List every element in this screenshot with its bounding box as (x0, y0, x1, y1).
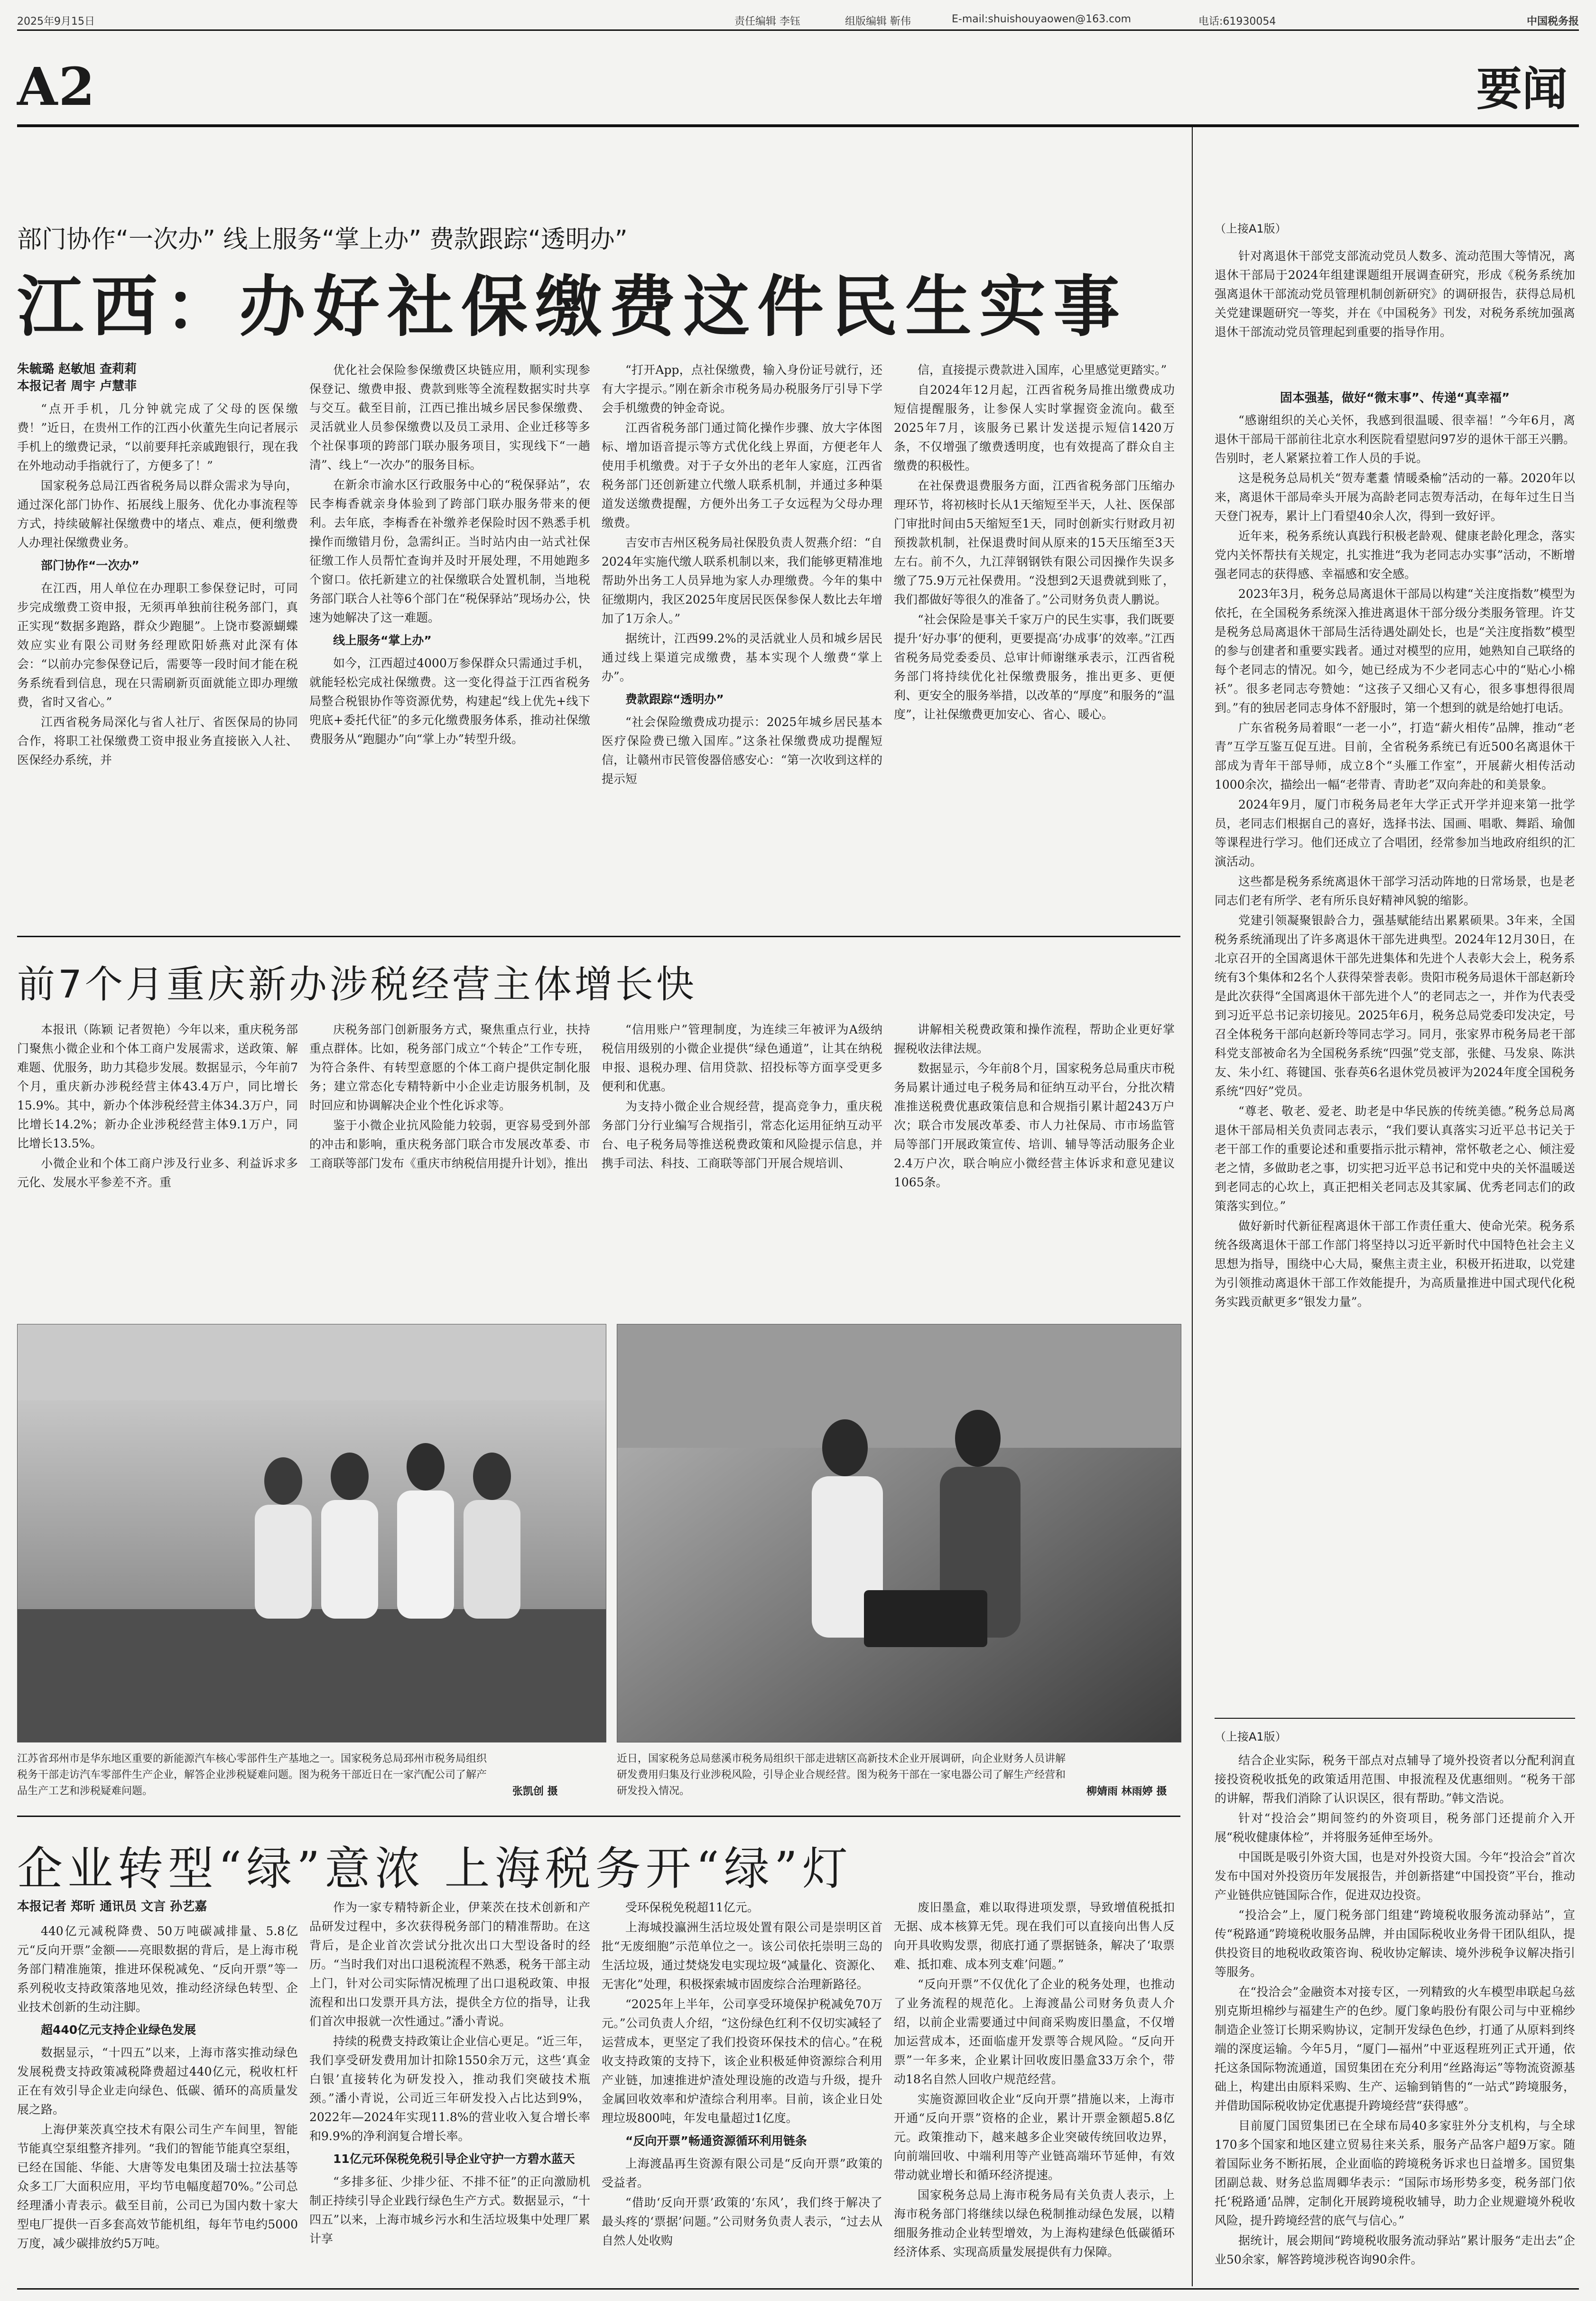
shanghai-paragraph: 受环保税免税超11亿元。 (625, 1900, 759, 1914)
header-bottom-rule (17, 124, 1579, 127)
sidebar1-paragraph: 近年来，税务系统认真践行积极老龄观、健康老龄化理念，落实党内关怀帮扶有关规定，扎实推进“我为老同志办实事”活动，不断增强老同志的获得感、幸福感和安全感。 (1215, 529, 1575, 581)
chongqing-paragraph: 讲解相关税费政策和操作流程，帮助企业更好掌握税收法律法规。 (894, 1023, 1175, 1055)
lead-paragraph: “社会保险缴费成功提示：2025年城乡居民基本医疗保险费已缴入国库。”这条社保缴费成功提醒短信，让赣州市民管俊器倍感安心：“第一次收到这样的提示短 (602, 715, 882, 786)
contact-email: E-mail:shuishouyaowen@163.com (952, 13, 1132, 25)
shanghai-subheading: 超440亿元支持企业绿色发展 (41, 2023, 196, 2037)
sidebar2-paragraph: 目前厦门国贸集团已在全球布局40多家驻外分支机构，与全球170多个国家和地区建立贸易往来关系，服务产品客户超9万家。随着国际业务不断拓展，企业面临的跨境税务诉求也日益增多。国贸集团副总裁、财务总监周卿华表示：“国际市场形势多变，税务部门依托‘税路通’品牌，定制化开展跨境税收辅导，助力企业规避境外税收风险，提升跨境经营的底气与信心。” (1215, 2119, 1575, 2227)
sidebar2-paragraph: 中国既是吸引外资大国，也是对外投资大国。今年“投洽会”首次发布中国对外投资历年发展报告，并创新搭建“中国投资”平台，推动产业链供应链国际合作，促进双边投资。 (1215, 1850, 1575, 1902)
sidebar1-paragraph: “感谢组织的关心关怀，我感到很温暖、很幸福！”今年6月，离退休干部局干部前往北京水利医院看望慰问97岁的退休干部王兴鹏。告别时，老人紧紧拉着工作人员的手说。 (1215, 413, 1575, 465)
lead-paragraph: “打开App，点社保缴费，输入身份证号就行，还有大字提示。”刚在新余市税务局办税服务厅引导下学会手机缴费的钟金奇说。 (602, 363, 882, 415)
sidebar1-continued-tag: （上接A1版） (1215, 222, 1287, 235)
shanghai-column-4 (894, 1898, 1175, 2282)
sidebar2-paragraph: “投洽会”上，厦门税务部门组建“跨境税收服务流动驿站”，宣传“税路通”跨境税收服务品牌，并由国际税收业务骨干团队组队，提供投资目的地税收政策咨询、税收协定解读、境外涉税争议解决指引等服务。 (1215, 1908, 1575, 1979)
lead-paragraph: 据统计，江西99.2%的灵活就业人员和城乡居民通过线上渠道完成缴费，基本实现个人缴费“掌上办”。 (602, 632, 882, 683)
shanghai-paragraph: 实施资源回收企业“反向开票”措施以来，上海市开通“反向开票”资格的企业，累计开票金额超5.8亿元。政策推动下，越来越多企业突破传统回收边界，向前端回收、中端利用等产业链高端环节延伸，有效带动就业增长和循环经济提速。 (894, 2092, 1175, 2182)
lead-paragraph: 在江西，用人单位在办理职工参保登记时，可同步完成缴费工资申报，无须再单独前往税务部门，真正实现“数据多跑路，群众少跑腿”。上饶市婺源蝴蝶效应实业有限公司财务经理欧阳娇燕对此深有体会：“以前办完参保登记后，需要等一段时间才能在税务系统看到信息，现在只需刷新页面就能立即办理缴费，省时又省心。” (17, 581, 298, 709)
chongqing-paragraph: “信用账户”管理制度，为连续三年被评为A级纳税信用级别的小微企业提供“绿色通道”，让其在纳税申报、退税办理、信用贷款、招投标等方面享受更多便利和优惠。 (602, 1023, 882, 1093)
chongqing-paragraph: 为支持小微企业合规经营，提高竞争力，重庆税务部门分行业编写合规指引，常态化运用征纳互动平台、电子税务局等推送税费政策和风险提示信息，并携手司法、科技、工商联等部门开展合规培训、 (602, 1099, 882, 1170)
lead-paragraph: 江西省税务局深化与省人社厅、省医保局的协同合作，将职工社保缴费工资申报业务直接嵌入人社、医保经办系统，并 (17, 715, 298, 767)
lead-paragraph: 自2024年12月起，江西省税务局推出缴费成功短信提醒服务，让参保人实时掌握资金流向。截至2025年7月，该服务已累计发送提示短信1420万条，不仅增强了缴费透明度，也有效提高了群众自主缴费的积极性。 (894, 383, 1175, 473)
lead-subheading: 线上服务“掌上办” (333, 633, 432, 647)
chongqing-column-4 (894, 1020, 1175, 1314)
lead-bottom-rule (17, 936, 1180, 937)
chongqing-column-3 (602, 1020, 882, 1314)
page-bottom-rule (17, 2288, 1579, 2290)
sidebar1-body (1215, 411, 1575, 1711)
shanghai-paragraph: 国家税务总局上海市税务局有关负责人表示，上海市税务部门将继续以绿色税制推动绿色发展，以精细服务推动企业转型增效，为上海构建绿色低碳循环经济体系、实现高质量发展提供有力保障。 (894, 2188, 1175, 2259)
sidebar1-paragraph: 广东省税务局着眼“一老一小”，打造“薪火相传”品牌，推动“老青”互学互鉴互促互进。目前，全省税务系统已有近500名离退休干部成为青年干部导师，成立8个“头雁工作室”，开展薪火相传活动1000余次，描绘出一幅“老带青、青助老”双向奔赴的和美景象。 (1215, 721, 1575, 792)
header-rule (17, 29, 1579, 31)
sidebar-divider (1192, 127, 1193, 2286)
lead-paragraph: 吉安市吉州区税务局社保股负责人贺燕介绍：“自2024年实施代缴人联系机制以来，我们能够更精准地帮助外出务工人员异地为家人办理缴费。今年的集中征缴期内，我区2025年度居民医保参保人数比去年增加了1万余人。” (602, 536, 882, 625)
lead-headline: 江西：办好社保缴费这件民生实事 (17, 268, 1128, 346)
sidebar-separator (1215, 1718, 1575, 1719)
lead-column-4 (894, 361, 1175, 929)
section-title: 要闻 (1476, 62, 1568, 116)
lead-byline-authors: 朱毓璐 赵敏旭 查莉莉 (17, 362, 137, 376)
chongqing-paragraph: 庆税务部门创新服务方式，聚焦重点行业，扶持重点群体。比如，税务部门成立“个转企”工作专班，为符合条件、有转型意愿的个体工商户提供定制化服务；建立常态化专精特新中小企业走访服务机制，及时回应和协调解决企业个性化诉求等。 (309, 1023, 590, 1112)
sidebar1-paragraph: 针对离退休干部党支部流动党员人数多、流动范围大等情况，离退休干部局于2024年组建课题组开展调查研究，形成《税务系统加强离退休干部流动党员管理机制创新研究》的调研报告，获得总局机关党建课题研究一等奖，并在《中国税务》刊发，对税务系统加强离退休干部流动党员管理起到重要的指导作用。 (1215, 249, 1575, 339)
shanghai-paragraph: 废旧墨盒，难以取得进项发票，导致增值税抵扣无据、成本核算无凭。现在我们可以直接向出售人反向开具收购发票，彻底打通了票据链条，解决了‘取票难、抵扣难、成本列支难’问题。” (894, 1900, 1175, 1971)
sidebar1-paragraph: “尊老、敬老、爱老、助老是中华民族的传统美德。”税务总局离退休干部局相关负责同志表示，“我们要认真落实习近平总书记关于老干部工作的重要论述和重要指示批示精神，常怀敬老之心、倾注爱老之情，多做助老之事，切实把习近平总书记和党中央的关怀温暖送到老同志的心坎上，真正把相关老同志及其家属、优秀老同志们的政策落实到位。” (1215, 1104, 1575, 1213)
factory-workers-illustration (18, 1324, 606, 1742)
contact-phone: 电话:61930054 (1198, 16, 1276, 28)
sidebar1-intro (1215, 247, 1575, 389)
shanghai-paragraph: “2025年上半年，公司享受环境保护税减免70万元。”公司负责人介绍，“这份绿色红利不仅切实减轻了运营成本，更坚定了我们投资环保技术的信心。”在税收支持政策的支持下，该企业积极延伸资源综合利用产业链，加速推进炉渣处理设施的改造与升级，提升金属回收效率和炉渣综合利用率。目前，该企业日处理垃圾800吨，年发电量超过1亿度。 (602, 1997, 882, 2125)
lead-byline (17, 361, 283, 395)
shanghai-paragraph: 上海渡晶再生资源有限公司是“反向开票”政策的受益者。 (602, 2157, 882, 2189)
lead-paragraph: 如今，江西超过4000万参保群众只需通过手机，就能轻松完成社保缴费。这一变化得益于江西省税务局整合税银协作等资源优势，构建起“线上优先+线下兜底+委托代征”的多元化缴费服务体系，推动社保缴费服务从“跑腿办”向“掌上办”转型升级。 (309, 656, 590, 746)
sidebar1-paragraph: 2024年9月，厦门市税务局老年大学正式开学并迎来第一批学员，老同志们根据自己的喜好，选择书法、国画、唱歌、舞蹈、瑜伽等课程进行学习。他们还成立了合唱团，经常参加当地政府组织的汇演活动。 (1215, 798, 1575, 868)
shanghai-column-1 (17, 1922, 298, 2282)
shanghai-paragraph: 数据显示，“十四五”以来，上海市落实推动绿色发展税费支持政策减税降费超过440亿元，税收杠杆正在有效引导企业走向绿色、低碳、循环的高质量发展之路。 (17, 2046, 298, 2116)
photo-bottom-rule (17, 1816, 1180, 1817)
enterprise-visit-illustration (617, 1324, 1181, 1742)
lead-column-1 (17, 400, 298, 929)
lead-paragraph: “社会保险是事关千家万户的民生实事，我们既要提升‘好办事’的便利，更要提高‘办成事’的效率。”江西省税务局党委委员、总审计师谢继承表示，江西省税务部门将持续优化社保缴费服务，推出更多、更便利、更安全的服务举措，以改革的“厚度”和服务的“温度”，让社保缴费更加安心、省心、暖心。 (894, 613, 1175, 721)
lead-subheading: 部门协作“一次办” (41, 559, 139, 572)
lead-paragraph: 在社保费退费服务方面，江西省税务部门压缩办理环节，将初核时长从1天缩短至半天，人社、医保部门审批时间由5天缩短至1天，同时创新实行财政月初预拨款机制，社保退费时间从原来的15天压缩至3天左右。前不久，九江萍钢钢铁有限公司因操作失误多缴了75.9万元社保费用。“没想到2天退费就到账了，我们都做好等很久的准备了。”公司财务负责人鹏说。 (894, 479, 1175, 606)
chongqing-paragraph: 鉴于小微企业抗风险能力较弱，更容易受到外部的冲击和影响，重庆税务部门联合市发展改革委、市工商联等部门发布《重庆市纳税信用提升计划》，推出 (309, 1118, 590, 1170)
shanghai-paragraph: “借助‘反向开票’政策的‘东风’，我们终于解决了最头疼的‘票据’问题。”公司财务负责人表示，“过去从自然人处收购 (602, 2196, 882, 2247)
shanghai-paragraph: 上海城投瀛洲生活垃圾处置有限公司是崇明区首批“无废细胞”示范单位之一。该公司依托崇明三岛的生活垃圾，通过焚烧发电实现垃圾“减量化、资源化、无害化”处理，积极探索城市固废综合治理新路径。 (602, 1920, 882, 1991)
lead-paragraph: 优化社会保险参保缴费区块链应用，顺利实现参保登记、缴费申报、费款到账等全流程数据实时共享与交互。截至目前，江西已推出城乡居民参保缴费、灵活就业人员参保缴费以及员工录用、企业迁移等多个社保事项的跨部门联办服务项目，实现线下“一趟清”、线上“一次办”的服务目标。 (309, 363, 590, 472)
sidebar2-continued-tag: （上接A1版） (1215, 1730, 1287, 1743)
photo-right (617, 1324, 1181, 1742)
sidebar2-paragraph: 据统计，展会期间“跨境税收服务流动驿站”累计服务“走出去”企业50余家，解答跨境涉税咨询90余件。 (1215, 2234, 1575, 2266)
shanghai-paragraph: 440亿元减税降费、50万吨碳减排量、5.8亿元“反向开票”金额——亮眼数据的背后，是上海市税务部门精准施策，推进环保税减免、“反向开票”等一系列税收支持政策落地见效，推动经济绿色转型、企业技术创新的生动注脚。 (17, 1924, 298, 2014)
chongqing-column-2 (309, 1020, 590, 1314)
sidebar1-paragraph: 做好新时代新征程离退休干部工作责任重大、使命光荣。税务系统各级离退休干部工作部门将坚持以习近平新时代中国特色社会主义思想为指导，围绕中心大局，聚焦主责主业，积极开拓进取，以党建为引领推动离退休干部工作效能提升，为高质量推进中国式现代化税务实践贡献更多“银发力量”。 (1215, 1219, 1575, 1309)
page-number: A2 (17, 56, 96, 117)
lead-subheading: 费款跟踪“透明办” (625, 692, 724, 706)
sidebar1-paragraph: 2023年3月，税务总局离退休干部局以构建“关注度指数”模型为依托，在全国税务系统深入推进离退休干部分级分类服务管理。许艾是税务总局离退休干部局生活待遇处副处长，也是“关注度指数”模型的参与创建者和重要实践者。通过对模型的应用，她熟知自己联络的每个老同志的情况。如今，她已经成为不少老同志心中的“贴心小棉袄”。很多老同志夸赞她：“这孩子又细心又有心，很多事想得很周到。”有的独居老同志身体不舒服时，第一个想到的就是给她打电话。 (1215, 587, 1575, 715)
shanghai-paragraph: 上海伊莱茨真空技术有限公司生产车间里，智能节能真空泵组整齐排列。“我们的智能节能真空泵组，已经在国能、华能、大唐等发电集团及瑞士拉法基等众多工厂大面积应用，平均节电幅度超70%。”公司总经理潘小青表示。截至目前，公司已为国内数十家大型电厂提供一百多套高效节能机组，每年节电约5000万度，减少碳排放约5万吨。 (17, 2123, 298, 2250)
issue-date: 2025年9月15日 (17, 16, 95, 28)
lead-column-3 (602, 361, 882, 929)
shanghai-column-2 (309, 1898, 590, 2282)
chongqing-column-1 (17, 1020, 298, 1314)
shanghai-paragraph: “多排多征、少排少征、不排不征”的正向激励机制正持续引导企业践行绿色生产方式。数据显示，“十四五”以来，上海市城乡污水和生活垃圾集中处理厂累计享 (309, 2175, 590, 2245)
chongqing-paragraph: 本报讯（陈颖 记者贺艳）今年以来，重庆税务部门聚焦小微企业和个体工商户发展需求，送政策、解难题、优服务，助力其稳步发展。数据显示，今年前7个月，重庆新办涉税经营主体43.4万户，同比增长15.9%。其中，新办个体涉税经营主体34.3万户，同比增长14.2%；新办企业涉税经营主体9.1万户，同比增长13.5%。 (17, 1023, 298, 1150)
shanghai-byline: 本报记者 郑昕 通讯员 文言 孙艺嘉 (17, 1900, 207, 1914)
shanghai-paragraph: 持续的税费支持政策让企业信心更足。“近三年，我们享受研发费用加计扣除1550余万元，这些‘真金白银’直接转化为研发投入，推动我们突破技术瓶颈。”潘小青说，公司近三年研发投入占比达到9%，2022年—2024年实现11.8%的营业收入复合增长率和9.9%的净利润复合增长率。 (309, 2034, 590, 2143)
paper-name: 中国税务报 (1526, 15, 1579, 28)
lead-paragraph: 在新余市渝水区行政服务中心的“税保驿站”，农民李梅香就亲身体验到了跨部门联办服务带来的便利。去年底，李梅香在补缴养老保险时因不熟悉手机操作而缴错月份，急需纠正。当时站内由一站式社保征缴工作人员帮忙查询并及时开展处理，不用她跑多个窗口。依托新建立的社保缴联合处置机制，当地税务部门联合人社等6个部门在“税保驿站”现场办公，快速为她解决了这一难题。 (309, 478, 590, 624)
lead-paragraph: “点开手机，几分钟就完成了父母的医保缴费！”近日，在贵州工作的江西小伙董先生向记者展示手机上的缴费记录，“以前要拜托亲戚跑银行，现在我在外地动动手指就行了，方便多了！” (17, 402, 298, 473)
sidebar1-paragraph: 这些都是税务系统离退休干部学习活动阵地的日常场景，也是老同志们老有所学、老有所乐良好精神风貌的缩影。 (1215, 875, 1575, 907)
sidebar2-body (1215, 1751, 1575, 2282)
sidebar1-subhead: 固本强基，做好“微末事”、传递“真幸福” (1280, 391, 1510, 405)
chongqing-paragraph: 数据显示，今年前8个月，国家税务总局重庆市税务局累计通过电子税务局和征纳互动平台，分批次精准推送税费优惠政策信息和合规指引累计超243万户次；联合市发展改革委、市人力社保局、市市场监管局等部门开展政策宣传、培训、辅导等活动服务企业2.4万户次，联合响应小微经营主体诉求和意见建议1065条。 (894, 1062, 1175, 1189)
shanghai-paragraph: 作为一家专精特新企业，伊莱茨在技术创新和产品研发过程中，多次获得税务部门的精准帮助。在这背后，是企业首次尝试分批次出口大型设备时的经历。“当时我们对出口退税流程不熟悉，税务干部主动上门，针对公司实际情况梳理了出口退税政策、申报流程和出口发票开具方法，提供全方位的指导，让我们首次申报就一次性通过。”潘小青说。 (309, 1900, 590, 2028)
lead-column-2 (309, 361, 590, 929)
lead-paragraph: 江西省税务部门通过简化操作步骤、放大字体图标、增加语音提示等方式优化线上界面，方便老年人使用手机缴费。对于子女外出的老年人家庭，江西省税务部门还创新建立代缴人联系机制，并通过多种渠道发送缴费提醒，方便外出务工子女远程为父母办理缴费。 (602, 421, 882, 530)
chongqing-paragraph: 小微企业和个体工商户涉及行业多、利益诉求多元化、发展水平参差不齐。重 (17, 1156, 298, 1189)
lead-paragraph: 国家税务总局江西省税务局以群众需求为导向，通过深化部门协作、拓展线上服务、优化办事流程等方式，持续破解社保缴费中的堵点、难点，便利缴费人办理社保缴费业务。 (17, 479, 298, 550)
photo-left-caption: 江苏省邳州市是华东地区重要的新能源汽车核心零部件生产基地之一。国家税务总局邳州市税务局组织税务干部走访汽车零部件生产企业，解答企业涉税疑难问题。图为税务干部近日在一家汽配公司了解产品生产工艺和涉税疑难问题。 (17, 1753, 487, 1797)
shanghai-headline: 企业转型“绿”意浓 上海税务开“绿”灯 (17, 1842, 853, 1895)
shanghai-paragraph: “反向开票”不仅优化了企业的税务处理，也推动了业务流程的规范化。上海渡晶公司财务负责人介绍，以前企业需要通过中间商采购废旧墨盒，不仅增加运营成本，还面临虚开发票等合规风险。“反向开票”一年多来，企业累计回收废旧墨盒33万余个，带动18名自然人回收户规范经营。 (894, 1977, 1175, 2086)
shanghai-subheading: 11亿元环保税免税引导企业守护一方碧水蓝天 (333, 2152, 575, 2166)
photo-left (17, 1324, 606, 1742)
lead-paragraph: 信，直接提示费款进入国库，心里感觉更踏实。” (918, 363, 1167, 377)
responsible-editor: 责任编辑 李钰 (734, 16, 800, 28)
shanghai-column-3 (602, 1898, 882, 2282)
photo-left-credit: 张凯创 摄 (512, 1786, 558, 1798)
shanghai-subheading: “反向开票”畅通资源循环利用链条 (625, 2134, 807, 2148)
sidebar2-paragraph: 在“投洽会”金融资本对接专区，一列精致的火车模型串联起乌兹别克斯坦棉纱与福建生产的色纱。厦门象屿股份有限公司与中亚棉纱制造企业签订长期采购协议，定制开发绿色色纱，打通了从原料到终端的深度运输。今年5月，“厦门—福州”中亚返程班列正式开通，依托这条国际物流通道，国贸集团在充分利用“丝路海运”等物流资源基础上，构建出由原料采购、生产、运输到销售的“一站式”跨境服务，并借助国际税收协定优惠提升跨境经营“获得感”。 (1215, 1985, 1575, 2113)
layout-editor: 组版编辑 靳伟 (845, 16, 911, 28)
sidebar1-paragraph: 党建引领凝聚银龄合力，强基赋能结出累累硕果。3年来，全国税务系统涌现出了许多离退休干部先进典型。2024年12月30日，在北京召开的全国离退休干部先进集体和先进个人表彰大会上，税务系统有3个集体和2名个人获得荣誉表彰。贵阳市税务局退休干部赵新玲是此次获得“全国离退休干部先进个人”的老同志之一，并作为代表受到习近平总书记亲切接见。2025年6月，税务总局党委印发决定，号召全体税务干部向赵新玲等同志学习。同月，张家界市税务局老干部科党支部被命名为全国税务系统“四强”党支部，张健、马发泉、陈洪友、朱小红、蒋键国、张春英6名退休党员被评为2024年度全国税务系统“四好”党员。 (1215, 913, 1575, 1098)
sidebar2-paragraph: 针对“投洽会”期间签约的外资项目，税务部门还提前介入开展“税收健康体检”，并将服务延伸至场外。 (1215, 1811, 1575, 1844)
sidebar1-paragraph: 这是税务总局机关“贺寿耄耋 情暖桑榆”活动的一幕。2020年以来，离退休干部局牵头开展为高龄老同志贺寿活动，在每年过生日当天登门祝寿，累计上门看望40余人次，得到一致好评。 (1215, 471, 1575, 523)
top-info-bar (17, 10, 1579, 26)
lead-subtitle: 部门协作“一次办” 线上服务“掌上办” 费款跟踪“透明办” (17, 225, 628, 254)
sidebar2-paragraph: 结合企业实际，税务干部点对点辅导了境外投资者以分配利润直接投资税收抵免的政策适用范围、申报流程及优惠细则。“税务干部的讲解，帮我们消除了认识误区，很有帮助。”韩文浩说。 (1215, 1753, 1575, 1805)
photo-right-caption: 近日，国家税务总局慈溪市税务局组织干部走进辖区高新技术企业开展调研，向企业财务人员讲解研发费用归集及行业涉税风险，引导企业合规经营。图为税务干部在一家电器公司了解生产经营和研发投入情况。 (617, 1753, 1066, 1797)
lead-byline-reporters: 本报记者 周宇 卢慧菲 (17, 379, 137, 393)
photo-right-credit: 柳婧雨 林雨婷 摄 (1086, 1786, 1167, 1798)
chongqing-headline: 前7个月重庆新办涉税经营主体增长快 (17, 962, 697, 1006)
